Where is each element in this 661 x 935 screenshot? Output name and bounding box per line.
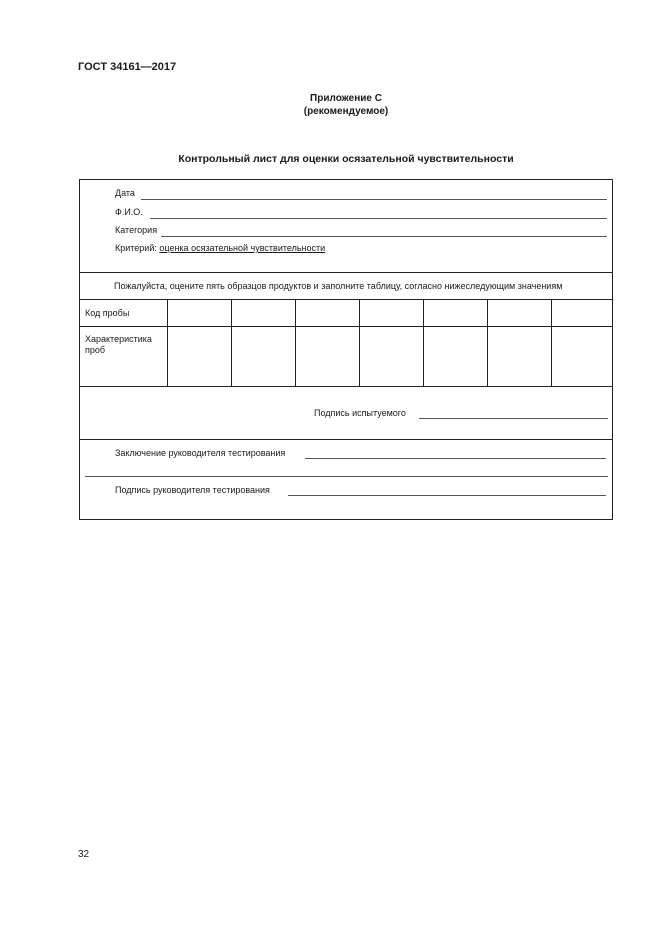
sample-code-label: Код пробы: [85, 308, 130, 318]
table-column-divider: [295, 299, 296, 386]
appendix-name: Приложение С: [310, 93, 382, 104]
table-column-divider: [551, 299, 552, 386]
subject-signature-line[interactable]: [419, 418, 608, 419]
criterion: [115, 243, 325, 253]
conclusion-line[interactable]: [305, 458, 606, 459]
conclusion-label: Заключение руководителя тестирования: [115, 448, 286, 458]
standard-code: ГОСТ 34161—2017: [78, 61, 177, 73]
table-column-divider: [167, 299, 168, 386]
instruction-text: Пожалуйста, оцените пять образцов продуктов и заполните таблицу, согласно нижеследующим значениям: [114, 281, 563, 291]
date-label: Дата: [115, 188, 135, 198]
date-line[interactable]: [141, 199, 607, 200]
checklist-form: [79, 179, 613, 520]
fio-label: Ф.И.О.: [115, 207, 143, 217]
criterion-label: Критерий:: [115, 243, 157, 253]
criterion-value: оценка осязательной чувствительности: [159, 243, 326, 253]
table-column-divider: [487, 299, 488, 386]
category-line[interactable]: [161, 236, 607, 237]
divider: [80, 326, 612, 327]
divider: [80, 272, 612, 273]
page-number: 32: [78, 849, 90, 860]
divider: [80, 386, 612, 387]
appendix-status: (рекомендуемое): [303, 106, 389, 117]
conclusion-line-2[interactable]: [85, 476, 608, 477]
fio-line[interactable]: [150, 218, 607, 219]
subject-signature-label: Подпись испытуемого: [314, 408, 406, 418]
table-column-divider: [423, 299, 424, 386]
table-column-divider: [231, 299, 232, 386]
category-label: Категория: [115, 225, 158, 235]
appendix-heading: [0, 92, 661, 118]
table-column-divider: [359, 299, 360, 386]
supervisor-signature-label: Подпись руководителя тестирования: [115, 485, 270, 495]
divider: [80, 439, 612, 440]
supervisor-signature-line[interactable]: [288, 495, 606, 496]
divider: [80, 299, 612, 300]
sample-characteristic-label: Характеристика проб: [85, 334, 152, 355]
form-title: Контрольный лист для оценки осязательной чувствительности: [178, 153, 514, 165]
